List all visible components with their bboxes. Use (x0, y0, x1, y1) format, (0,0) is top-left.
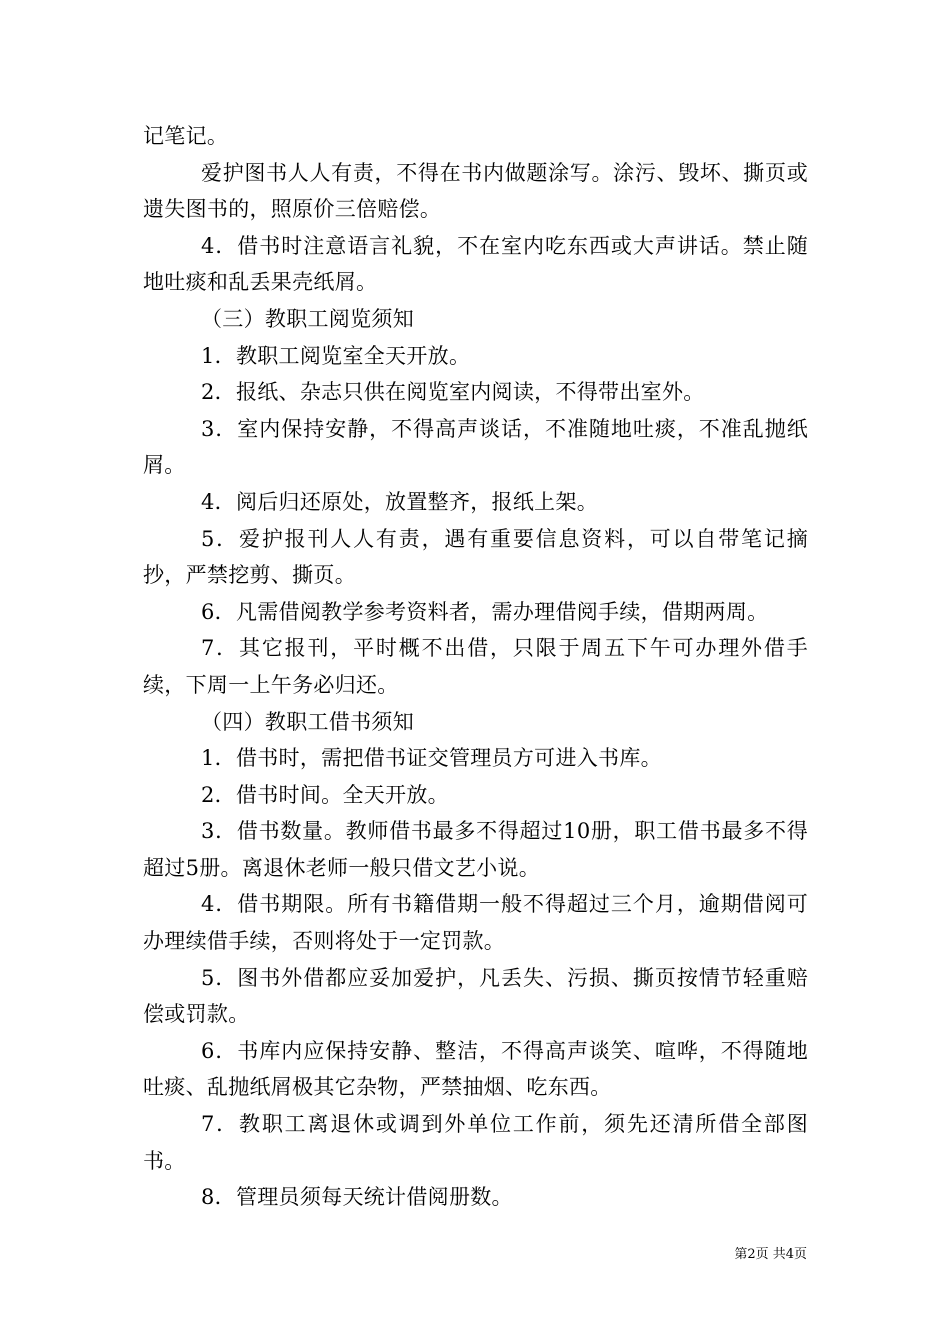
paragraph: 2．借书时间。全天开放。 (201, 782, 449, 807)
paragraph: 8．管理员须每天统计借阅册数。 (201, 1185, 513, 1210)
paragraph: 4．借书期限。所有书籍借期一般不得超过三个月，逾期借阅可办理续借手续，否则将处于一定罚款。 (143, 892, 808, 954)
page-number: 第2页 共4页 (734, 1247, 807, 1262)
paragraph: 7．教职工离退休或调到外单位工作前，须先还清所借全部图书。 (143, 1112, 808, 1173)
paragraph: 6．书库内应保持安静、整洁，不得高声谈笑、喧哗，不得随地吐痰、乱抛纸屑极其它杂物，严禁抽烟、吃东西。 (143, 1038, 808, 1100)
section-heading: （三）教职工阅览须知 (201, 306, 414, 331)
paragraph: 3．借书数量。教师借书最多不得超过10册，职工借书最多不得超过5册。离退休老师一般只借文艺小说。 (143, 819, 808, 880)
section-heading: （四）教职工借书须知 (201, 709, 414, 734)
paragraph: 7．其它报刊，平时概不出借，只限于周五下午可办理外借手续，下周一上午务必归还。 (143, 636, 808, 697)
paragraph: 4．借书时注意语言礼貌，不在室内吃东西或大声讲话。禁止随地吐痰和乱丢果壳纸屑。 (143, 233, 808, 295)
paragraph: 5．图书外借都应妥加爱护，凡丢失、污损、撕页按情节轻重赔偿或罚款。 (143, 965, 808, 1027)
paragraph: 爱护图书人人有责，不得在书内做题涂写。涂污、毁坏、撕页或遗失图书的，照原价三倍赔偿。 (143, 160, 808, 222)
paragraph: 1．教职工阅览室全天开放。 (201, 343, 471, 368)
paragraph: 4．阅后归还原处，放置整齐，报纸上架。 (201, 489, 599, 514)
paragraph: 6．凡需借阅教学参考资料者，需办理借阅手续，借期两周。 (201, 599, 769, 624)
paragraph: 5．爱护报刊人人有责，遇有重要信息资料，可以自带笔记摘抄，严禁挖剪、撕页。 (143, 526, 808, 588)
document-body (143, 118, 808, 1216)
paragraph: 3．室内保持安静，不得高声谈话，不准随地吐痰，不准乱抛纸屑。 (143, 416, 808, 478)
paragraph-continuation: 记笔记。 (143, 124, 229, 148)
paragraph: 2．报纸、杂志只供在阅览室内阅读，不得带出室外。 (201, 380, 705, 405)
paragraph: 1．借书时，需把借书证交管理员方可进入书库。 (201, 746, 662, 771)
